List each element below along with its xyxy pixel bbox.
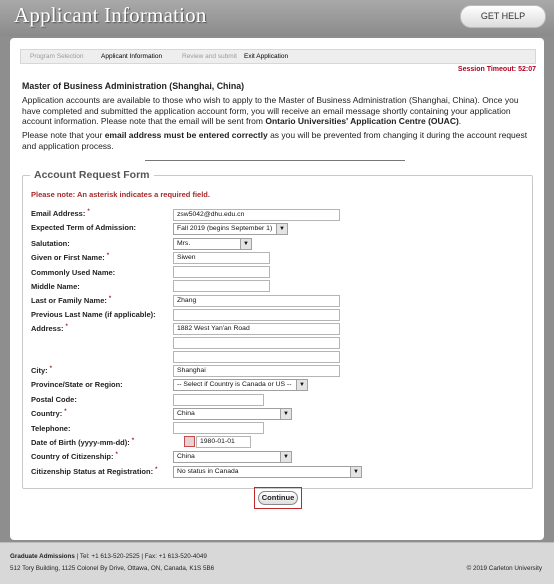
step-exit-application[interactable]: Exit Application (244, 53, 289, 60)
program-title: Master of Business Administration (Shanghai, China) (22, 81, 245, 91)
footer-copyright: © 2019 Carleton University (466, 565, 542, 572)
chevron-down-icon: ▼ (240, 239, 251, 249)
email-field[interactable]: zsw5042@dhu.edu.cn (173, 209, 340, 221)
province-label: Province/State or Region: (31, 380, 123, 389)
telephone-field[interactable] (173, 422, 264, 434)
chevron-down-icon: ▼ (280, 409, 291, 419)
content-panel (10, 38, 544, 540)
term-select[interactable]: Fall 2019 (begins September 1) ▼ (173, 223, 288, 235)
progress-steps (20, 49, 536, 64)
footer-contact: Graduate Admissions | Tel: +1 613-520-2525 | Fax: +1 613-520-4049 (10, 553, 207, 560)
country-select[interactable]: China ▼ (173, 408, 292, 420)
prev-last-name-label: Previous Last Name (if applicable): (31, 310, 156, 319)
address-line2-field[interactable] (173, 337, 340, 349)
step-applicant-information[interactable]: Applicant Information (101, 53, 163, 60)
city-field[interactable]: Shanghai (173, 365, 340, 377)
country-label: Country: * (31, 409, 67, 418)
dob-field[interactable]: 1980-01-01 (196, 436, 251, 448)
step-program-selection[interactable]: Program Selection (30, 53, 84, 60)
chevron-down-icon: ▼ (296, 380, 307, 390)
calendar-icon[interactable] (184, 436, 195, 447)
chevron-down-icon: ▼ (280, 452, 291, 462)
common-name-field[interactable] (173, 266, 270, 278)
session-timeout: Session Timeout: 52:07 (457, 66, 536, 73)
page-heading: Applicant Information (14, 3, 207, 27)
dob-label: Date of Birth (yyyy-mm-dd): * (31, 438, 135, 447)
address-label: Address: * (31, 324, 68, 333)
last-name-field[interactable]: Zhang (173, 295, 340, 307)
divider (145, 160, 405, 161)
given-name-label: Given or First Name: * (31, 253, 110, 262)
term-label: Expected Term of Admission: (31, 223, 137, 232)
common-name-label: Commonly Used Name: (31, 268, 116, 277)
email-label: Email Address: * (31, 209, 90, 218)
citizenship-select[interactable]: China ▼ (173, 451, 292, 463)
citizenship-status-label: Citizenship Status at Registration: * (31, 467, 158, 476)
salutation-label: Salutation: (31, 239, 70, 248)
middle-name-field[interactable] (173, 280, 270, 292)
required-note: Please note: An asterisk indicates a required field. (31, 190, 210, 199)
intro-paragraph: Application accounts are available to those who wish to apply to the Master of Business Administration (Shanghai, China). Once you have completed and submitted the application account form, you will receive an email message shortly containing your application account information. Please note that the email will be sent from Ontario Universities' Application Centre (OUAC). (22, 95, 519, 126)
postal-code-field[interactable] (173, 394, 264, 406)
footer-address: 512 Tory Building, 1125 Colonel By Drive, Ottawa, ON, Canada, K1S 5B6 (10, 565, 215, 572)
telephone-label: Telephone: (31, 424, 71, 433)
province-select[interactable]: -- Select if Country is Canada or US -- ▼ (173, 379, 308, 391)
header-bar (0, 0, 554, 36)
salutation-select[interactable]: Mrs. ▼ (173, 238, 252, 250)
step-review-submit[interactable]: Review and submit (182, 53, 237, 60)
city-label: City: * (31, 366, 53, 375)
chevron-down-icon: ▼ (350, 467, 361, 477)
get-help-button[interactable]: GET HELP (460, 5, 546, 28)
chevron-down-icon: ▼ (276, 224, 287, 234)
citizenship-status-select[interactable]: No status in Canada ▼ (173, 466, 362, 478)
prev-last-name-field[interactable] (173, 309, 340, 321)
given-name-field[interactable]: Siwen (173, 252, 270, 264)
address-line1-field[interactable]: 1882 West Yan'an Road (173, 323, 340, 335)
middle-name-label: Middle Name: (31, 282, 80, 291)
citizenship-label: Country of Citizenship: * (31, 452, 118, 461)
address-line3-field[interactable] (173, 351, 340, 363)
footer (0, 542, 554, 584)
continue-button[interactable]: Continue (258, 491, 298, 505)
postal-code-label: Postal Code: (31, 395, 77, 404)
form-legend: Account Request Form (30, 169, 154, 181)
email-warning-paragraph: Please note that your email address must be entered correctly as you will be prevented from changing it during the account request and application process. (22, 130, 528, 151)
last-name-label: Last or Family Name: * (31, 296, 112, 305)
